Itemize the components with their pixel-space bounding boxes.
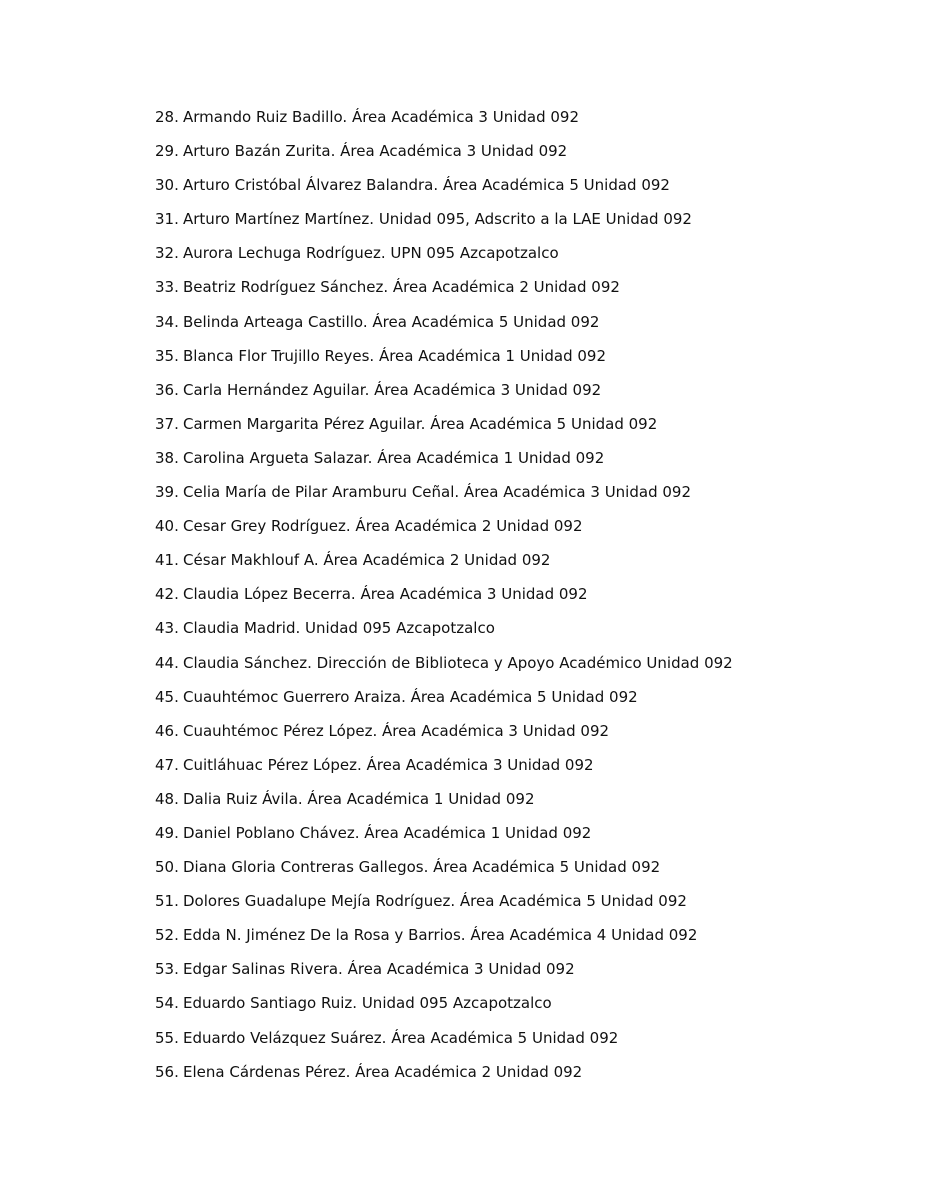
list-item-text: Carolina Argueta Salazar. Área Académica 1 Unidad 092 <box>183 448 605 467</box>
list-item <box>155 173 733 207</box>
list-item-number: 29. <box>155 142 179 161</box>
list-item-text: Arturo Martínez Martínez. Unidad 095, Adscrito a la LAE Unidad 092 <box>183 210 692 229</box>
list-item-text: Claudia Madrid. Unidad 095 Azcapotzalco <box>183 619 495 638</box>
list-item-text: Dalia Ruiz Ávila. Área Académica 1 Unidad 092 <box>183 789 535 808</box>
list-item-text: Blanca Flor Trujillo Reyes. Área Académica 1 Unidad 092 <box>183 346 607 365</box>
list-item-number: 48. <box>155 789 179 808</box>
list-item-text: Armando Ruiz Badillo. Área Académica 3 Unidad 092 <box>183 108 580 126</box>
list-item <box>155 821 733 855</box>
list-item-text: Aurora Lechuga Rodríguez. UPN 095 Azcapotzalco <box>183 244 559 263</box>
list-item <box>155 923 733 957</box>
list-item-text: Claudia Sánchez. Dirección de Biblioteca y Apoyo Académico Unidad 092 <box>183 653 733 672</box>
list-item-text: Dolores Guadalupe Mejía Rodríguez. Área Académica 5 Unidad 092 <box>183 892 687 911</box>
list-item-text: Arturo Cristóbal Álvarez Balandra. Área Académica 5 Unidad 092 <box>183 176 670 195</box>
list-item-number: 47. <box>155 755 179 774</box>
list-item <box>155 889 733 923</box>
list-item-number: 30. <box>155 176 179 195</box>
list-item-number: 32. <box>155 244 179 263</box>
list-item-number: 40. <box>155 517 179 536</box>
list-item-text: Eduardo Velázquez Suárez. Área Académica 5 Unidad 092 <box>183 1028 619 1047</box>
list-item-number: 38. <box>155 448 179 467</box>
list-item <box>155 685 733 719</box>
list-item-number: 53. <box>155 960 179 979</box>
list-item <box>155 582 733 616</box>
list-item <box>155 651 733 685</box>
list-item-text: César Makhlouf A. Área Académica 2 Unidad 092 <box>183 551 551 570</box>
list-item-number: 52. <box>155 926 179 945</box>
list-item-text: Arturo Bazán Zurita. Área Académica 3 Unidad 092 <box>183 142 568 161</box>
list-item <box>155 548 733 582</box>
list-item-number: 35. <box>155 346 179 365</box>
list-item-text: Belinda Arteaga Castillo. Área Académica 5 Unidad 092 <box>183 312 600 331</box>
list-item <box>155 616 733 650</box>
list-item <box>155 1026 733 1060</box>
list-item-number: 43. <box>155 619 179 638</box>
list-item-number: 41. <box>155 551 179 570</box>
list-item-text: Carla Hernández Aguilar. Área Académica 3 Unidad 092 <box>183 380 602 399</box>
list-item-text: Cesar Grey Rodríguez. Área Académica 2 Unidad 092 <box>183 517 583 536</box>
list-item-text: Eduardo Santiago Ruiz. Unidad 095 Azcapotzalco <box>183 994 552 1013</box>
list-item-number: 51. <box>155 892 179 911</box>
list-item <box>155 446 733 480</box>
list-item-text: Daniel Poblano Chávez. Área Académica 1 Unidad 092 <box>183 823 592 842</box>
list-item-number: 28. <box>155 108 179 126</box>
list-item-text: Diana Gloria Contreras Gallegos. Área Académica 5 Unidad 092 <box>183 858 661 877</box>
list-item <box>155 991 733 1025</box>
list-item-text: Cuitláhuac Pérez López. Área Académica 3 Unidad 092 <box>183 755 594 774</box>
list-item-text: Cuauhtémoc Pérez López. Área Académica 3 Unidad 092 <box>183 721 610 740</box>
list-item-number: 42. <box>155 585 179 604</box>
list-item-text: Claudia López Becerra. Área Académica 3 Unidad 092 <box>183 585 588 604</box>
list-item <box>155 753 733 787</box>
list-item <box>155 787 733 821</box>
list-item <box>155 1060 733 1094</box>
list-item-number: 46. <box>155 721 179 740</box>
list-item-number: 37. <box>155 414 179 433</box>
list-item-number: 49. <box>155 823 179 842</box>
list-item-number: 34. <box>155 312 179 331</box>
list-item <box>155 344 733 378</box>
list-item-number: 31. <box>155 210 179 229</box>
list-item-text: Carmen Margarita Pérez Aguilar. Área Académica 5 Unidad 092 <box>183 414 658 433</box>
list-item <box>155 241 733 275</box>
list-item <box>155 310 733 344</box>
list-item-number: 33. <box>155 278 179 297</box>
list-item-number: 45. <box>155 687 179 706</box>
list-item-number: 55. <box>155 1028 179 1047</box>
participant-list <box>155 105 733 1094</box>
list-item <box>155 275 733 309</box>
list-item-number: 50. <box>155 858 179 877</box>
list-item-text: Cuauhtémoc Guerrero Araiza. Área Académica 5 Unidad 092 <box>183 687 638 706</box>
list-item <box>155 412 733 446</box>
list-item-number: 44. <box>155 653 179 672</box>
list-item-text: Edgar Salinas Rivera. Área Académica 3 Unidad 092 <box>183 960 575 979</box>
list-item <box>155 378 733 412</box>
list-item-text: Celia María de Pilar Aramburu Ceñal. Área Académica 3 Unidad 092 <box>183 483 691 502</box>
list-item-number: 36. <box>155 380 179 399</box>
list-item <box>155 207 733 241</box>
list-item <box>155 855 733 889</box>
list-item <box>155 480 733 514</box>
list-item-number: 39. <box>155 483 179 502</box>
list-item-number: 54. <box>155 994 179 1013</box>
list-item-number: 56. <box>155 1062 179 1081</box>
list-item <box>155 139 733 173</box>
list-item-text: Edda N. Jiménez De la Rosa y Barrios. Área Académica 4 Unidad 092 <box>183 926 698 945</box>
list-item <box>155 719 733 753</box>
list-item <box>155 514 733 548</box>
list-item-text: Elena Cárdenas Pérez. Área Académica 2 Unidad 092 <box>183 1062 583 1081</box>
list-item <box>155 957 733 991</box>
list-item <box>155 105 733 139</box>
list-item-text: Beatriz Rodríguez Sánchez. Área Académica 2 Unidad 092 <box>183 278 620 297</box>
